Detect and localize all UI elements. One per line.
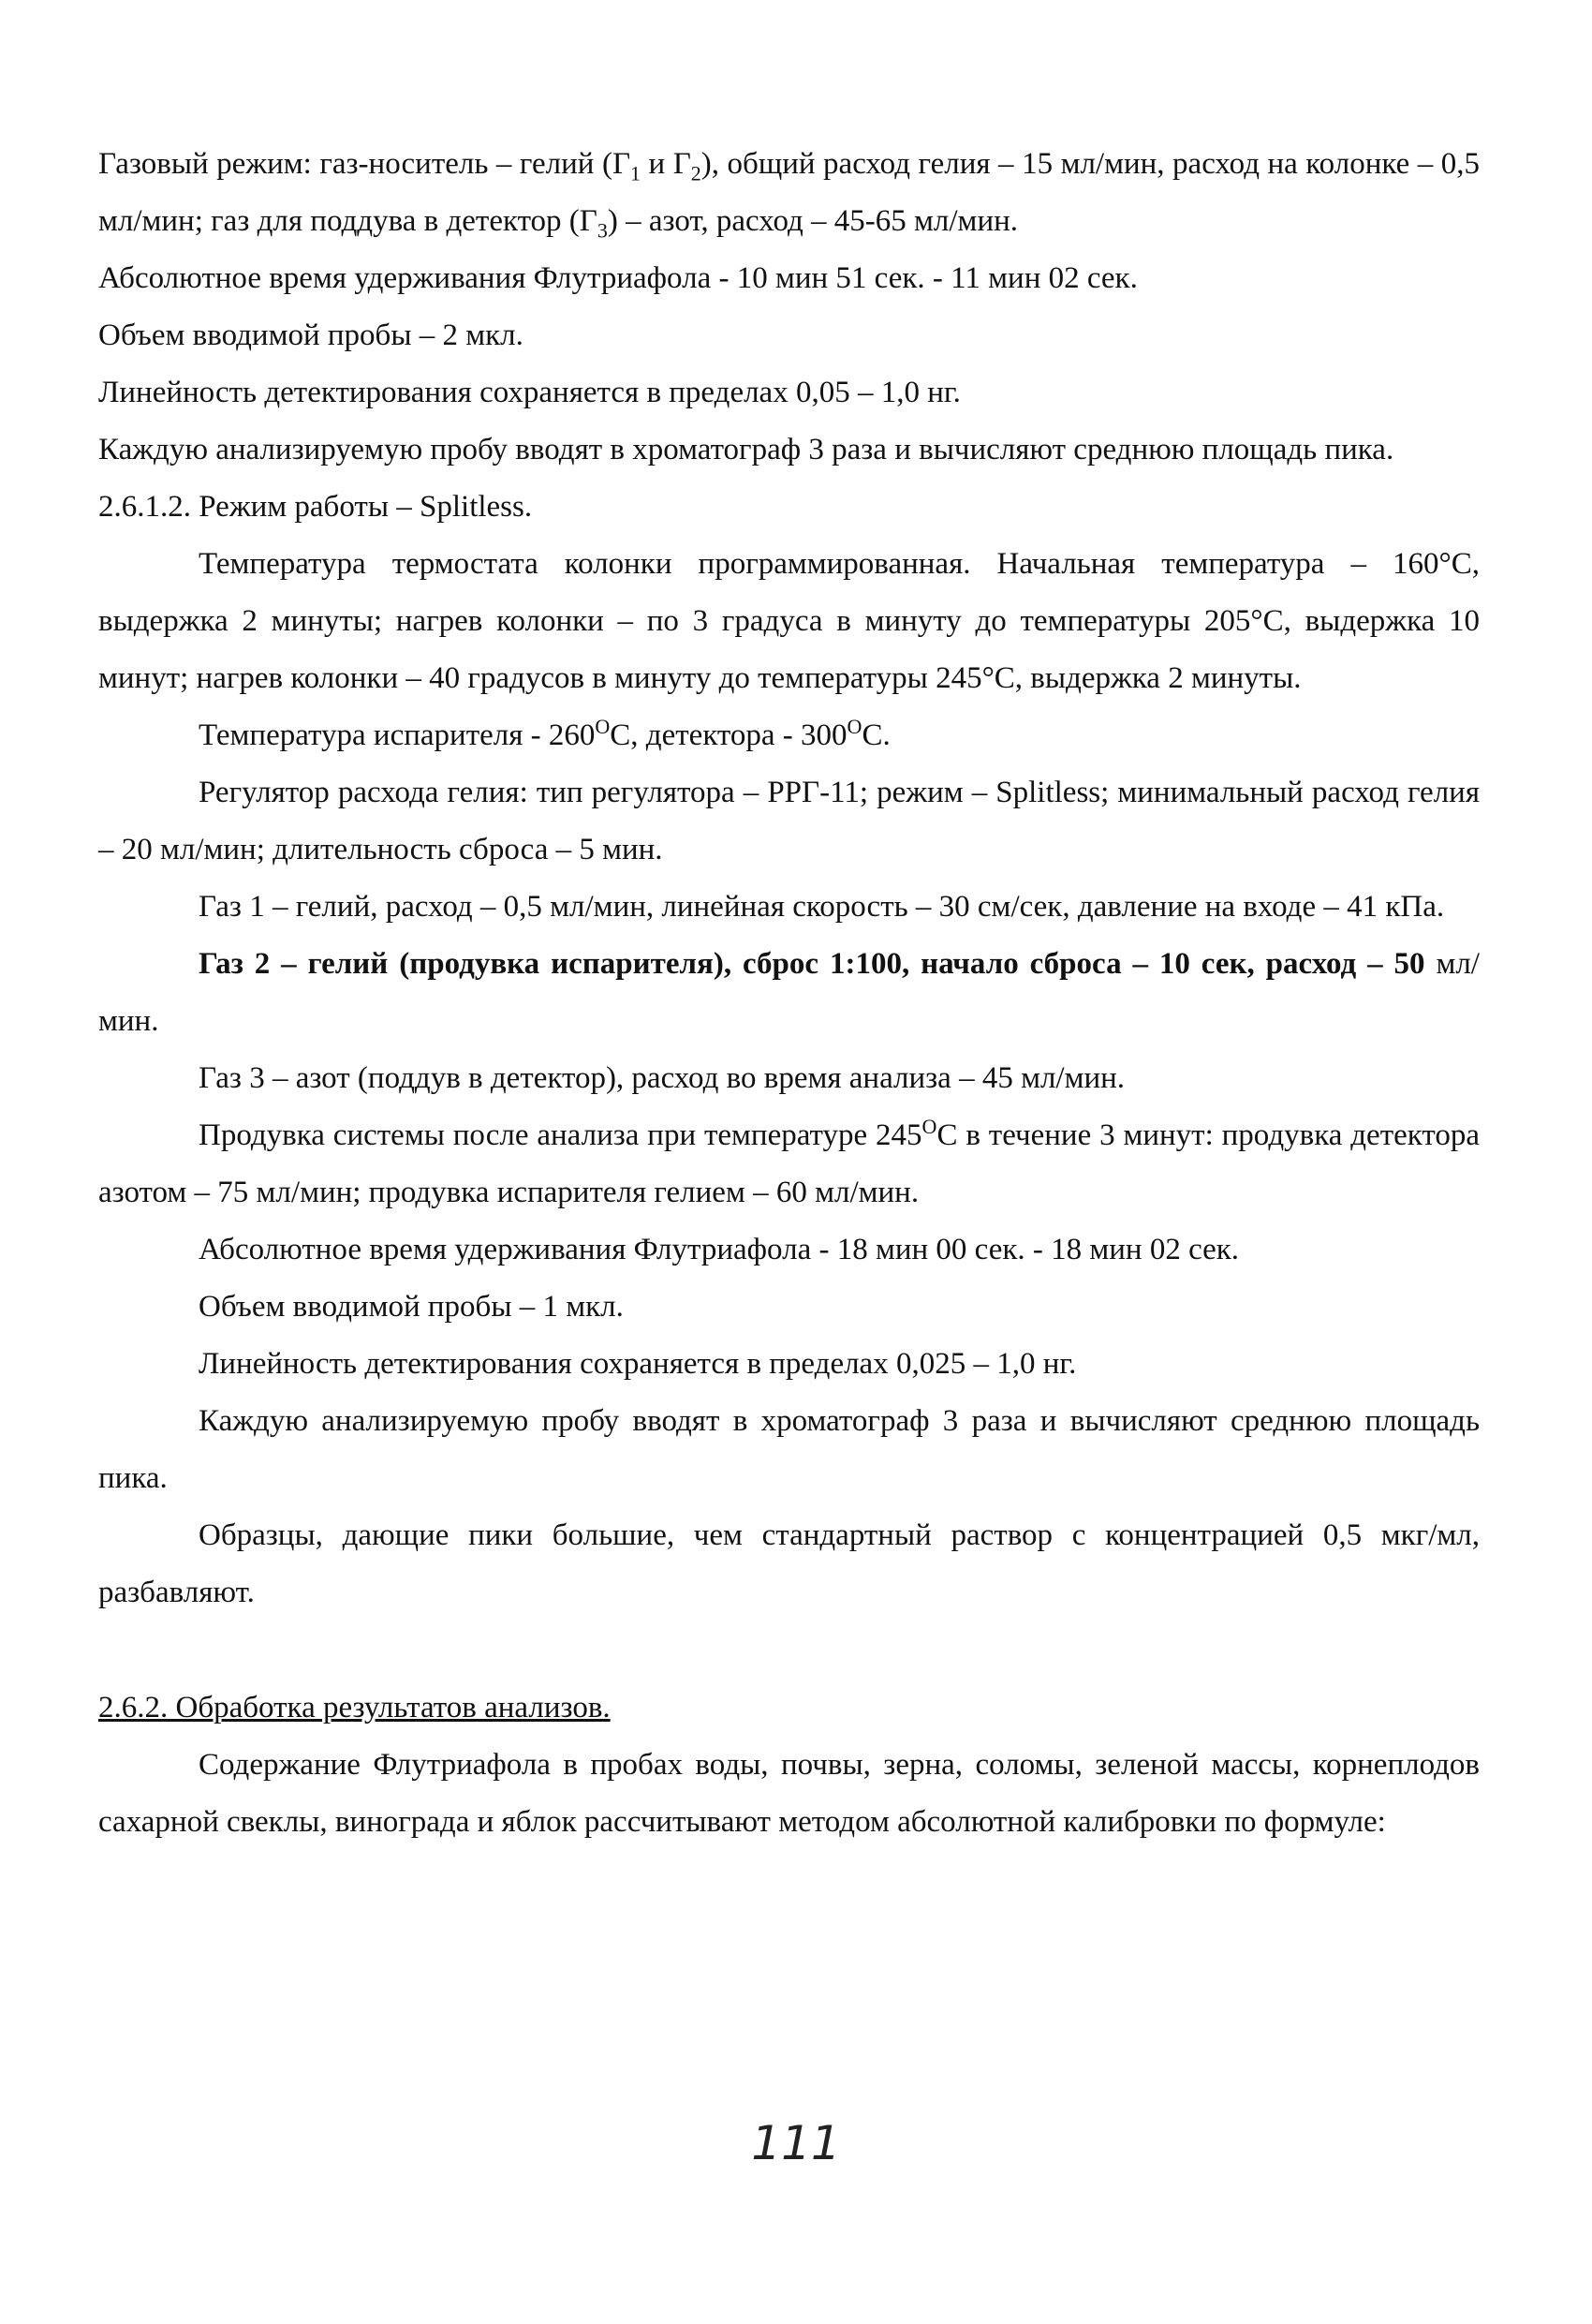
temp-evap-text-c: С. [862, 718, 891, 752]
subscript: 1 [630, 161, 641, 185]
gas-mode-paragraph [98, 136, 1480, 250]
regulator-paragraph: Регулятор расхода гелия: тип регулятора – РРГ-11; режим – Splitless; минимальный расход гелия – 20 мл/мин; длительность сброса – 5 мин. [98, 776, 1480, 866]
purge-paragraph [98, 1107, 1480, 1221]
volume-paragraph-1: Объем вводимой пробы – 2 мкл. [98, 318, 523, 352]
section-heading-text: 2.6.2. Обработка результатов анализов. [98, 1691, 611, 1724]
dilute-paragraph: Образцы, дающие пики большие, чем стандартный раствор с концентрацией 0,5 мкг/мл, разбавляют. [98, 1518, 1480, 1609]
injection-paragraph-1: Каждую анализируемую пробу вводят в хроматограф 3 раза и вычисляют среднюю площадь пика. [98, 433, 1394, 466]
temp-evap-text-a: Температура испарителя - 260 [199, 718, 596, 752]
page-number: 111 [751, 2116, 841, 2170]
gas2-bold-text: Газ 2 – гелий (продувка испарителя), сброс 1:100, начало сброса – 10 сек, расход – 50 [199, 947, 1425, 981]
subscript: 2 [690, 161, 701, 185]
superscript: О [847, 715, 862, 738]
subscript: 3 [597, 218, 608, 243]
gas2-paragraph [98, 936, 1480, 1050]
gas2-rest-text: мл/мин. [98, 947, 1480, 1038]
superscript: О [921, 1115, 937, 1138]
temp-evap-paragraph [98, 707, 1480, 764]
gas-mode-text-b: и Г [641, 147, 691, 181]
gas3-paragraph: Газ 3 – азот (поддув в детектор), расход во время анализа – 45 мл/мин. [199, 1061, 1126, 1095]
purge-text-b: С в течение 3 минут: продувка детектора азотом – 75 мл/мин; продувка испарителя гелием – 60 мл/мин. [98, 1118, 1480, 1209]
section-2-6-1-2: 2.6.1.2. Режим работы – Splitless. [98, 490, 533, 524]
abs-time-paragraph-1: Абсолютное время удерживания Флутриафола - 10 мин 51 сек. - 11 мин 02 сек. [98, 261, 1138, 295]
temp-program-paragraph: Температура термостата колонки программированная. Начальная температура – 160°С, выдержка 2 минуты; нагрев колонки – по 3 градуса в минуту до температуры 205°С, выдержка 10 минут; нагрев колонки – 40 градусов в минуту до температуры 245°С, выдержка 2 минуты. [98, 547, 1480, 695]
gas-mode-text-a: Газовый режим: газ-носитель – гелий (Г [98, 147, 631, 181]
purge-text-a: Продувка системы после анализа при температуре 245 [199, 1118, 922, 1152]
document-page [98, 136, 1480, 1851]
superscript: О [595, 715, 611, 738]
section-2-6-2-heading [98, 1680, 1480, 1737]
injection-paragraph-2: Каждую анализируемую пробу вводят в хроматограф 3 раза и вычисляют среднюю площадь пика. [98, 1404, 1480, 1495]
linearity-paragraph-2: Линейность детектирования сохраняется в пределах 0,025 – 1,0 нг. [199, 1347, 1077, 1381]
gas-mode-text-c: ), общий расход гелия – 15 мл/мин, расход на колонке – 0,5 мл/мин; газ для поддува в детектор (Г [98, 147, 1480, 238]
gas1-paragraph: Газ 1 – гелий, расход – 0,5 мл/мин, линейная скорость – 30 см/сек, давление на входе – 41 кПа. [199, 890, 1445, 924]
linearity-paragraph-1: Линейность детектирования сохраняется в пределах 0,05 – 1,0 нг. [98, 376, 961, 409]
content-paragraph: Содержание Флутриафола в пробах воды, почвы, зерна, соломы, зеленой массы, корнеплодов сахарной свеклы, винограда и яблок рассчитывают методом абсолютной калибровки по формуле: [98, 1748, 1480, 1839]
temp-evap-text-b: С, детектора - 300 [610, 718, 848, 752]
gas-mode-text-d: ) – азот, расход – 45-65 мл/мин. [607, 204, 1019, 238]
abs-time-paragraph-2: Абсолютное время удерживания Флутриафола - 18 мин 00 сек. - 18 мин 02 сек. [199, 1233, 1240, 1266]
volume-paragraph-2: Объем вводимой пробы – 1 мкл. [199, 1290, 624, 1324]
